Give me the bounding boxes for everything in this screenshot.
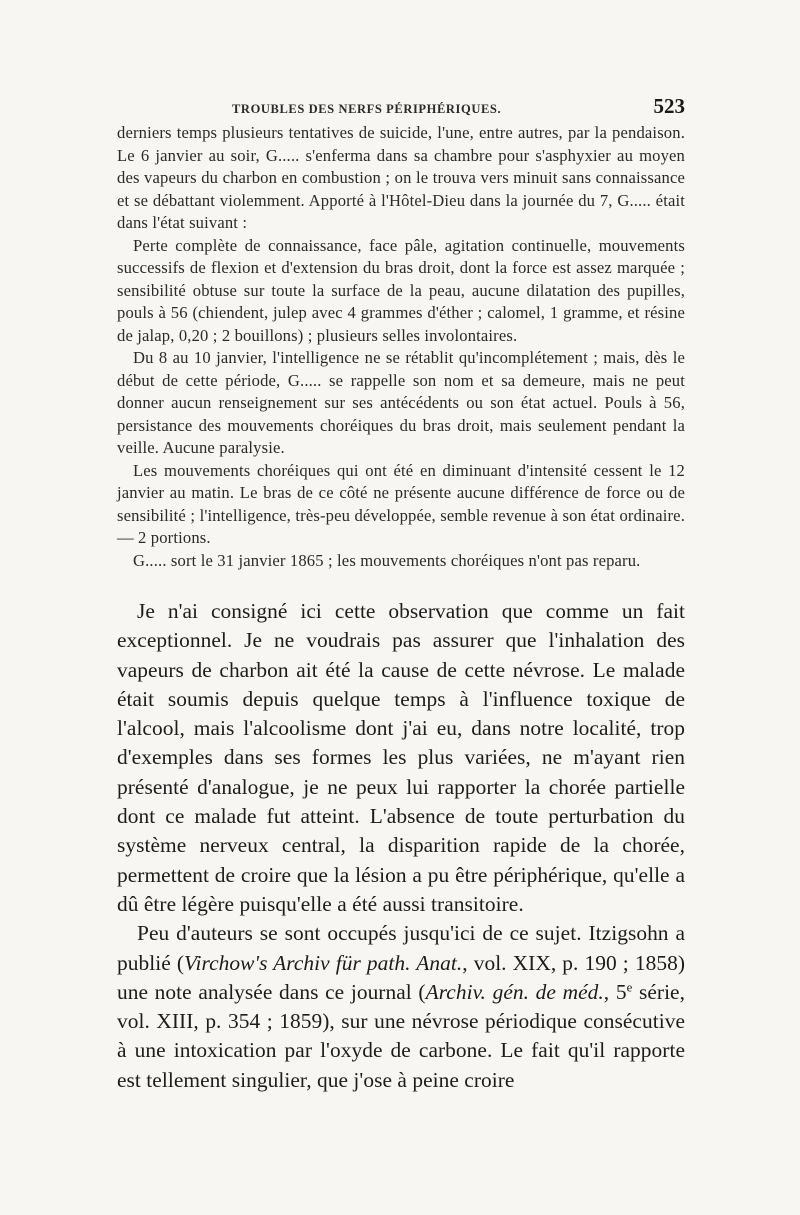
page-number: 523 [653, 94, 685, 118]
running-title: TROUBLES DES NERFS PÉRIPHÉRIQUES. [232, 102, 502, 116]
case-paragraph-state: Perte complète de connaissance, face pâle, agitation continuelle, mouvements successifs de flexion et d'extension du bras droit, dont la force est assez marquée ; sensibilité obtuse sur toute la surface de la peau, aucune dilatation des pupilles, pouls à 56 (chiendent, julep avec 4 grammes d'éther ; calomel, 1 gramme, et résine de jalap, 0,20 ; 2 bouillons) ; plusieurs selles involontaires. [117, 235, 685, 345]
book-page [117, 92, 685, 1095]
text-run: , vol. XIX, p. 190 ; 1858) une note analysée dans ce journal ( [117, 950, 686, 1004]
text-run: Peu d'auteurs se sont occupés jusqu'ici de ce sujet. Itzigsohn a publié ( [117, 921, 685, 975]
text-run: série, vol. XIII, p. 354 ; 1859), sur une névrose périodique consécutive à une intoxication par l'oxyde de carbone. Le fait qu'il rapporte est tellement singulier, que j'ose à peine croire [117, 979, 686, 1092]
commentary [117, 597, 685, 1095]
commentary-paragraph-references [117, 919, 685, 1095]
commentary-paragraph: Je n'ai consigné ici cette observation que comme un fait exceptionnel. Je ne voudrais pas assurer que l'inhalation des vapeurs de charbon ait été la cause de cette névrose. Le malade était soumis depuis quelque temps à l'influence toxique de l'alcool, mais l'alcoolisme dont j'ai eu, dans notre localité, trop d'exemples dans ses formes les plus variées, ne m'ayant rien présenté d'analogue, je ne peux lui rapporter la chorée partielle dont ce malade fut atteint. L'absence de toute perturbation du système nerveux central, la disparition rapide de la chorée, permettent de croire que la lésion a pu être périphérique, qu'elle a dû être légère puisqu'elle a été aussi transitoire. [117, 599, 685, 916]
case-paragraph-evolution: Du 8 au 10 janvier, l'intelligence ne se rétablit qu'incomplétement ; mais, dès le début de cette période, G..... se rappelle son nom et sa demeure, mais ne peut donner aucun renseignement sur ses antécédents ou son état actuel. Pouls à 56, persistance des mouvements choréiques du bras droit, mais seulement pendant la veille. Aucune paralysie. [117, 348, 685, 457]
case-paragraph-discharge: G..... sort le 31 janvier 1865 ; les mouvements choréiques n'ont pas reparu. [133, 550, 641, 570]
text-run: , 5 [603, 979, 627, 1004]
superscript: e [626, 980, 633, 995]
running-header [117, 92, 685, 122]
citation-archives: Archiv. gén. de méd. [425, 979, 604, 1004]
case-paragraph-onset: derniers temps plusieurs tentatives de suicide, l'une, entre autres, par la pendaison. Le 6 janvier au soir, G..... s'enferma dans sa chambre pour s'asphyxier au moyen des vapeurs du charbon en combustion ; on le trouva vers minuit sans connaissance et se débattant violemment. Apporté à l'Hôtel-Dieu dans la journée du 7, G..... était dans l'état suivant : [117, 123, 685, 232]
case-paragraph-recovery: Les mouvements choréiques qui ont été en diminuant d'intensité cessent le 12 janvier au matin. Le bras de ce côté ne présente aucune différence de force ou de sensibilité ; l'intelligence, très-peu développée, semble revenue à son état ordinaire. — 2 portions. [117, 460, 685, 547]
case-report [117, 122, 685, 572]
citation-virchow: Virchow's Archiv für path. Anat. [184, 950, 463, 975]
